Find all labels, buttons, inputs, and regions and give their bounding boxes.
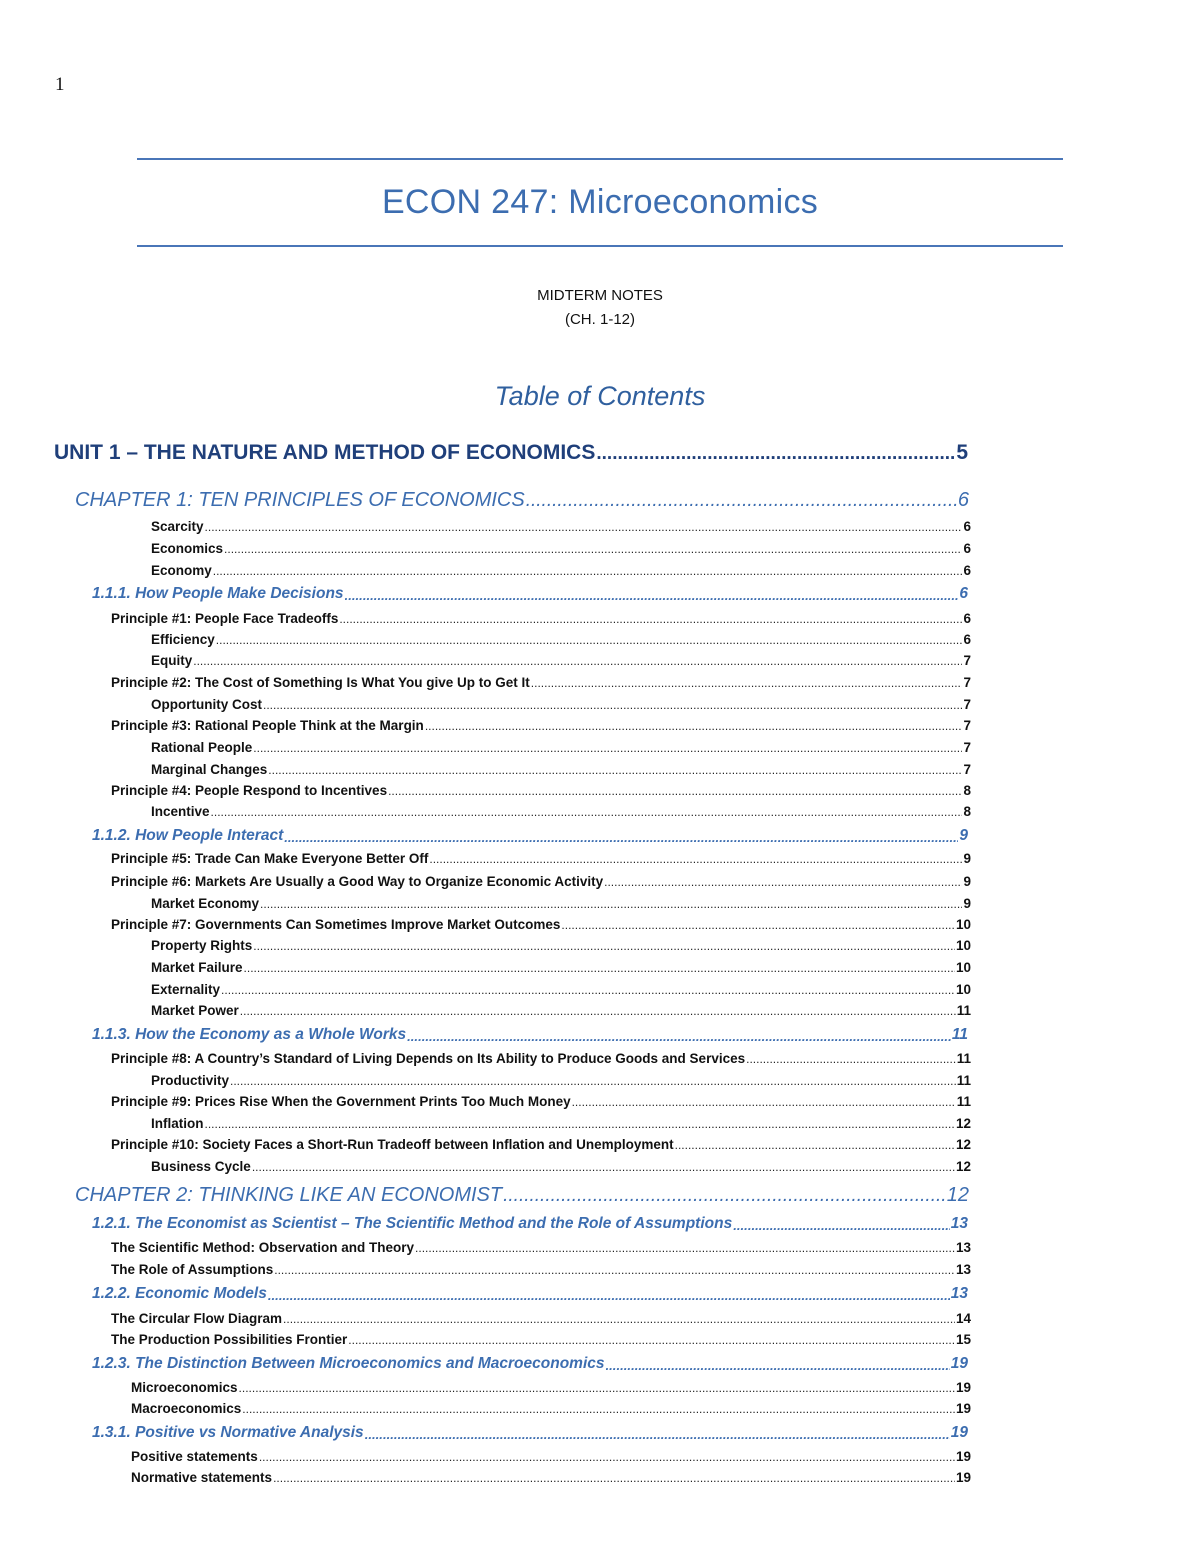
toc-entry[interactable] xyxy=(131,1398,971,1416)
toc-dot-leader xyxy=(415,1241,955,1255)
toc-entry-label: Principle #3: Rational People Think at the Margin xyxy=(111,718,424,733)
toc-entry-label: Macroeconomics xyxy=(131,1401,242,1416)
toc-entry-label: 1.2.3. The Distinction Between Microeconomics and Macroeconomics xyxy=(92,1355,605,1372)
toc-entry[interactable] xyxy=(151,1000,971,1018)
toc-entry-page: 12 xyxy=(955,1116,971,1131)
toc-dot-leader xyxy=(348,1333,955,1347)
toc-entry-label: The Scientific Method: Observation and Theory xyxy=(111,1240,415,1255)
toc-entry[interactable] xyxy=(111,848,971,866)
toc-entry-label: Incentive xyxy=(151,804,210,819)
toc-dot-leader xyxy=(284,830,958,845)
toc-dot-leader xyxy=(503,1185,946,1207)
toc-dot-leader xyxy=(230,1074,956,1088)
toc-entry-page: 11 xyxy=(956,1073,971,1088)
toc-entry[interactable] xyxy=(111,1329,971,1347)
toc-entry-page: 13 xyxy=(950,1215,968,1232)
toc-entry[interactable] xyxy=(151,737,971,755)
toc-dot-leader xyxy=(253,741,962,755)
toc-entry-page: 9 xyxy=(963,851,971,866)
toc-entry-page: 6 xyxy=(963,632,971,647)
toc-dot-leader xyxy=(604,875,962,889)
toc-entry-label: UNIT 1 – THE NATURE AND METHOD OF ECONOMICS xyxy=(54,441,596,464)
toc-dot-leader xyxy=(205,1117,955,1131)
toc-dot-leader xyxy=(259,1450,955,1464)
toc-entry[interactable] xyxy=(151,759,971,777)
toc-entry[interactable] xyxy=(111,1259,971,1277)
toc-entry-page: 10 xyxy=(955,982,971,997)
toc-entry-label: Externality xyxy=(151,982,221,997)
toc-heading: Table of Contents xyxy=(494,381,706,411)
toc-entry[interactable] xyxy=(151,979,971,997)
toc-entry-page: 11 xyxy=(956,1003,971,1018)
toc-dot-leader xyxy=(211,805,963,819)
toc-entry-label: The Role of Assumptions xyxy=(111,1262,274,1277)
toc-dot-leader xyxy=(268,763,962,777)
toc-entry-label: 1.1.2. How People Interact xyxy=(92,827,284,844)
toc-entry[interactable] xyxy=(151,560,971,578)
toc-entry-page: 11 xyxy=(951,1026,968,1043)
toc-entry-page: 9 xyxy=(963,874,971,889)
toc-entry-label: Market Failure xyxy=(151,960,243,975)
toc-entry-page: 12 xyxy=(955,1137,971,1152)
toc-entry[interactable] xyxy=(151,957,971,975)
toc-entry-page: 7 xyxy=(963,740,971,755)
toc-dot-leader xyxy=(429,852,962,866)
toc-entry-label: Scarcity xyxy=(151,519,204,534)
toc-dot-leader xyxy=(239,1381,955,1395)
toc-entry[interactable] xyxy=(92,825,968,845)
toc-dot-leader xyxy=(572,1095,956,1109)
toc-entry-label: Rational People xyxy=(151,740,253,755)
toc-entry[interactable] xyxy=(111,914,971,932)
toc-dot-leader xyxy=(339,612,962,626)
toc-entry[interactable] xyxy=(151,694,971,712)
toc-entry-page: 8 xyxy=(963,783,971,798)
toc-entry-label: 1.3.1. Positive vs Normative Analysis xyxy=(92,1424,364,1441)
toc-dot-leader xyxy=(213,564,963,578)
toc-entry-page: 19 xyxy=(955,1449,971,1464)
toc-entry[interactable] xyxy=(151,1156,971,1174)
toc-dot-leader xyxy=(526,490,957,512)
toc-entry-label: Business Cycle xyxy=(151,1159,251,1174)
toc-entry[interactable] xyxy=(111,672,971,690)
toc-entry-label: Principle #4: People Respond to Incentives xyxy=(111,783,388,798)
toc-entry-page: 6 xyxy=(959,585,968,602)
toc-entry-page: 19 xyxy=(955,1380,971,1395)
toc-entry-label: The Production Possibilities Frontier xyxy=(111,1332,348,1347)
toc-dot-leader xyxy=(746,1052,956,1066)
toc-dot-leader xyxy=(240,1004,956,1018)
toc-entry[interactable] xyxy=(111,1048,971,1066)
toc-entry[interactable] xyxy=(111,871,971,889)
toc-entry-page: 12 xyxy=(946,1184,969,1206)
toc-entry-label: Economics xyxy=(151,541,224,556)
toc-entry-page: 13 xyxy=(950,1285,968,1302)
toc-entry-page: 12 xyxy=(955,1159,971,1174)
toc-entry-page: 14 xyxy=(955,1311,971,1326)
subtitle-chapters: (CH. 1-12) xyxy=(564,311,635,328)
toc-entry-label: Efficiency xyxy=(151,632,215,647)
toc-dot-leader xyxy=(193,654,962,668)
toc-entry-page: 6 xyxy=(963,519,971,534)
toc-entry[interactable] xyxy=(151,1113,971,1131)
toc-entry-label: CHAPTER 2: THINKING LIKE AN ECONOMIST xyxy=(75,1184,503,1206)
toc-dot-leader xyxy=(268,1288,950,1303)
toc-dot-leader xyxy=(216,633,963,647)
toc-entry-page: 10 xyxy=(955,938,971,953)
toc-entry-label: Marginal Changes xyxy=(151,762,268,777)
toc-entry-page: 13 xyxy=(955,1262,971,1277)
toc-entry-page: 7 xyxy=(963,718,971,733)
toc-entry-page: 6 xyxy=(963,541,971,556)
toc-dot-leader xyxy=(224,542,962,556)
toc-entry[interactable] xyxy=(111,780,971,798)
toc-dot-leader xyxy=(263,698,962,712)
toc-entry-page: 9 xyxy=(959,827,968,844)
toc-dot-leader xyxy=(345,588,959,603)
toc-dot-leader xyxy=(407,1029,951,1044)
toc-entry[interactable] xyxy=(111,608,971,626)
toc-entry-label: Opportunity Cost xyxy=(151,697,262,712)
toc-entry[interactable] xyxy=(92,1422,968,1442)
toc-dot-leader xyxy=(561,918,955,932)
toc-entry[interactable] xyxy=(111,1091,971,1109)
toc-dot-leader xyxy=(283,1312,955,1326)
toc-dot-leader xyxy=(675,1138,955,1152)
toc-entry-page: 7 xyxy=(963,653,971,668)
toc-entry[interactable] xyxy=(151,935,971,953)
toc-entry-label: Principle #10: Society Faces a Short-Run Tradeoff between Inflation and Unemployment xyxy=(111,1137,674,1152)
toc-entry[interactable] xyxy=(111,1134,971,1152)
toc-entry[interactable] xyxy=(151,629,971,647)
toc-entry[interactable] xyxy=(75,1181,969,1207)
toc-entry-page: 11 xyxy=(956,1051,971,1066)
toc-dot-leader xyxy=(242,1402,955,1416)
toc-dot-leader xyxy=(274,1263,955,1277)
toc-entry[interactable] xyxy=(54,439,968,465)
toc-entry[interactable] xyxy=(92,1353,968,1373)
toc-entry-label: Economy xyxy=(151,563,212,578)
toc-entry-page: 7 xyxy=(963,675,971,690)
toc-entry-page: 7 xyxy=(963,762,971,777)
toc-dot-leader xyxy=(252,1160,955,1174)
toc-entry[interactable] xyxy=(111,1308,971,1326)
toc-entry-label: Market Economy xyxy=(151,896,260,911)
toc-entry[interactable] xyxy=(151,801,971,819)
toc-entry-page: 19 xyxy=(955,1401,971,1416)
toc-entry[interactable] xyxy=(111,715,971,733)
toc-entry-label: Inflation xyxy=(151,1116,204,1131)
toc-dot-leader xyxy=(253,939,955,953)
toc-entry-page: 15 xyxy=(955,1332,971,1347)
toc-entry[interactable] xyxy=(111,1237,971,1255)
toc-entry-label: The Circular Flow Diagram xyxy=(111,1311,283,1326)
toc-entry-label: Market Power xyxy=(151,1003,239,1018)
subtitle-midterm-notes: MIDTERM NOTES xyxy=(537,287,663,304)
toc-entry-page: 19 xyxy=(955,1470,971,1485)
toc-entry-page: 5 xyxy=(956,441,968,464)
toc-dot-leader xyxy=(531,676,963,690)
toc-dot-leader xyxy=(205,520,963,534)
toc-entry[interactable] xyxy=(92,1024,968,1044)
toc-entry[interactable] xyxy=(92,1213,968,1233)
toc-entry-label: Principle #5: Trade Can Make Everyone Better Off xyxy=(111,851,429,866)
toc-entry[interactable] xyxy=(151,893,971,911)
toc-entry-page: 11 xyxy=(956,1094,971,1109)
toc-entry[interactable] xyxy=(151,1070,971,1088)
toc-entry-label: Equity xyxy=(151,653,193,668)
toc-entry-label: 1.2.2. Economic Models xyxy=(92,1285,267,1302)
toc-dot-leader xyxy=(273,1471,955,1485)
toc-dot-leader xyxy=(244,961,955,975)
toc-entry-label: Principle #9: Prices Rise When the Government Prints Too Much Money xyxy=(111,1094,571,1109)
toc-entry[interactable] xyxy=(131,1467,971,1485)
toc-entry-label: CHAPTER 1: TEN PRINCIPLES OF ECONOMICS xyxy=(75,489,525,511)
toc-dot-leader xyxy=(606,1358,950,1373)
toc-entry-label: Principle #6: Markets Are Usually a Good Way to Organize Economic Activity xyxy=(111,874,604,889)
toc-entry-page: 6 xyxy=(963,611,971,626)
toc-entry-page: 10 xyxy=(955,917,971,932)
toc-entry[interactable] xyxy=(131,1377,971,1395)
toc-entry[interactable] xyxy=(75,486,969,512)
toc-entry[interactable] xyxy=(92,1283,968,1303)
toc-entry-label: Productivity xyxy=(151,1073,230,1088)
toc-entry-label: Positive statements xyxy=(131,1449,258,1464)
toc-dot-leader xyxy=(260,897,962,911)
toc-entry-label: Principle #2: The Cost of Something Is What You give Up to Get It xyxy=(111,675,530,690)
toc-entry-label: Principle #7: Governments Can Sometimes Improve Market Outcomes xyxy=(111,917,561,932)
toc-entry-page: 13 xyxy=(955,1240,971,1255)
toc-entry-label: Normative statements xyxy=(131,1470,273,1485)
toc-entry-page: 7 xyxy=(963,697,971,712)
toc-dot-leader xyxy=(596,443,955,465)
toc-entry-page: 10 xyxy=(955,960,971,975)
toc-entry[interactable] xyxy=(151,538,971,556)
document-title: ECON 247: Microeconomics xyxy=(381,183,819,221)
toc-entry-page: 8 xyxy=(963,804,971,819)
toc-entry-page: 6 xyxy=(957,489,969,511)
page-number: 1 xyxy=(55,74,65,95)
toc-entry-page: 19 xyxy=(950,1424,968,1441)
toc-entry[interactable] xyxy=(151,516,971,534)
toc-dot-leader xyxy=(221,983,955,997)
toc-entry-page: 9 xyxy=(963,896,971,911)
toc-entry[interactable] xyxy=(131,1446,971,1464)
toc-entry-page: 19 xyxy=(950,1355,968,1372)
toc-entry-label: 1.1.3. How the Economy as a Whole Works xyxy=(92,1026,407,1043)
toc-dot-leader xyxy=(365,1427,950,1442)
toc-entry-page: 6 xyxy=(963,563,971,578)
toc-entry[interactable] xyxy=(92,583,968,603)
toc-entry-label: Microeconomics xyxy=(131,1380,238,1395)
toc-dot-leader xyxy=(733,1218,950,1233)
toc-entry-label: Property Rights xyxy=(151,938,253,953)
toc-entry-label: Principle #8: A Country’s Standard of Living Depends on Its Ability to Produce Goods and Services xyxy=(111,1051,746,1066)
toc-dot-leader xyxy=(388,784,962,798)
toc-entry[interactable] xyxy=(151,650,971,668)
toc-dot-leader xyxy=(425,719,963,733)
toc-entry-label: 1.2.1. The Economist as Scientist – The Scientific Method and the Role of Assumptions xyxy=(92,1215,733,1232)
toc-entry-label: Principle #1: People Face Tradeoffs xyxy=(111,611,339,626)
toc-entry-label: 1.1.1. How People Make Decisions xyxy=(92,585,344,602)
